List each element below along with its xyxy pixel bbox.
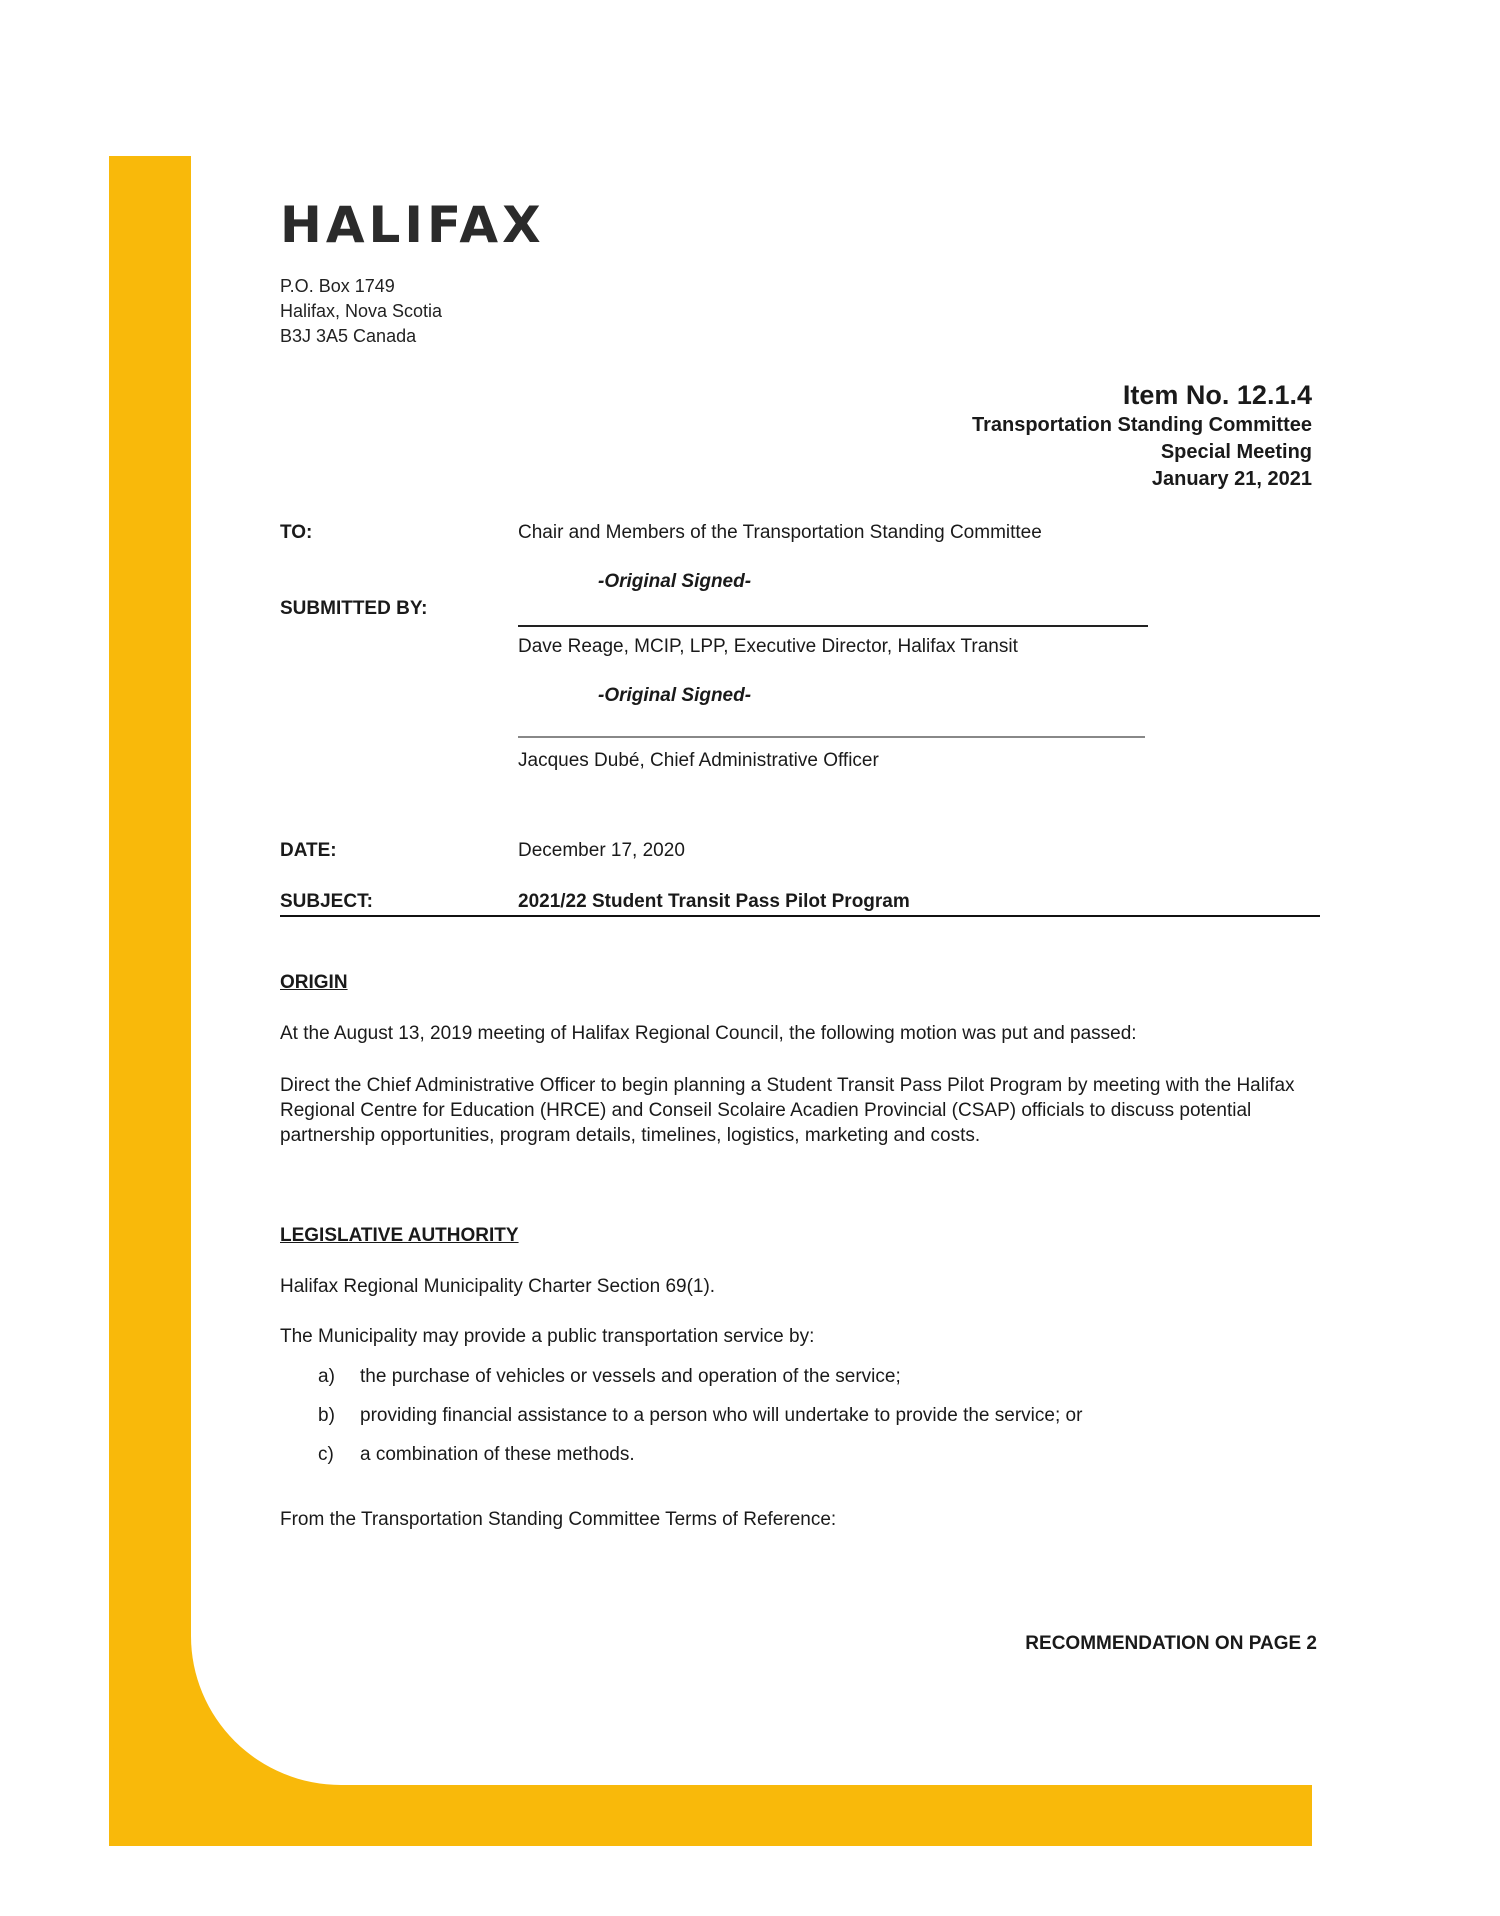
address-line: B3J 3A5 Canada: [280, 326, 417, 346]
recommendation-note: RECOMMENDATION ON PAGE 2: [1025, 1633, 1317, 1654]
to-value: Chair and Members of the Transportation Standing Committee: [518, 522, 1042, 543]
meeting-type: Special Meeting: [1160, 441, 1312, 463]
subject-value: 2021/22 Student Transit Pass Pilot Program: [518, 891, 910, 912]
list-text: a combination of these methods.: [360, 1444, 635, 1465]
origin-paragraph: At the August 13, 2019 meeting of Halifax Regional Council, the following motion was put and passed:: [280, 1023, 1137, 1044]
committee-name: Transportation Standing Committee: [971, 414, 1312, 436]
list-item: [318, 1366, 901, 1388]
municipality-paragraph: The Municipality may provide a public transportation service by:: [280, 1326, 815, 1347]
list-marker: c): [318, 1444, 334, 1465]
address-line: Halifax, Nova Scotia: [280, 301, 443, 321]
signature-line-1: [518, 625, 1148, 627]
motion-paragraph: Direct the Chief Administrative Officer to begin planning a Student Transit Pass Pilot Program by meeting with the Halifax Regional Centre for Education (HRCE) and Conseil Scolaire Acadien Provincial (CSAP) officials to discuss potential partnership opportunities, program details, timelines, logistics, marketing and costs.: [280, 1075, 1295, 1146]
item-number: Item No. 12.1.4: [1122, 380, 1312, 410]
subject-label: SUBJECT:: [280, 891, 373, 912]
legislative-heading: LEGISLATIVE AUTHORITY: [280, 1225, 519, 1246]
list-item: [318, 1405, 1082, 1427]
list-text: the purchase of vehicles or vessels and operation of the service;: [360, 1366, 901, 1387]
terms-paragraph: From the Transportation Standing Committee Terms of Reference:: [280, 1509, 837, 1530]
date-label: DATE:: [280, 840, 337, 861]
subject-rule: [280, 915, 1320, 917]
signer-2: Jacques Dubé, Chief Administrative Officer: [518, 750, 879, 771]
halifax-logo: HALIFAX: [280, 196, 545, 254]
date-value: December 17, 2020: [518, 840, 685, 861]
list-item: [318, 1444, 635, 1466]
yellow-frame-left: [109, 156, 191, 1846]
signature-line-2: [518, 736, 1145, 738]
address-line: P.O. Box 1749: [280, 276, 395, 296]
list-marker: a): [318, 1366, 335, 1387]
origin-heading: ORIGIN: [280, 972, 348, 993]
item-header: [972, 378, 1312, 493]
to-label: TO:: [280, 522, 313, 543]
list-marker: b): [318, 1405, 335, 1426]
signer-1: Dave Reage, MCIP, LPP, Executive Director, Halifax Transit: [518, 636, 1018, 657]
submitted-by-label: SUBMITTED BY:: [280, 598, 428, 619]
list-text: providing financial assistance to a person who will undertake to provide the service; or: [360, 1405, 1083, 1426]
address-block: [280, 274, 442, 349]
meeting-date: January 21, 2021: [1151, 468, 1312, 490]
charter-paragraph: Halifax Regional Municipality Charter Section 69(1).: [280, 1276, 716, 1297]
yellow-frame-bottom: [109, 1785, 1312, 1846]
signature-2: -Original Signed-: [598, 685, 752, 706]
signature-1: -Original Signed-: [598, 571, 752, 592]
